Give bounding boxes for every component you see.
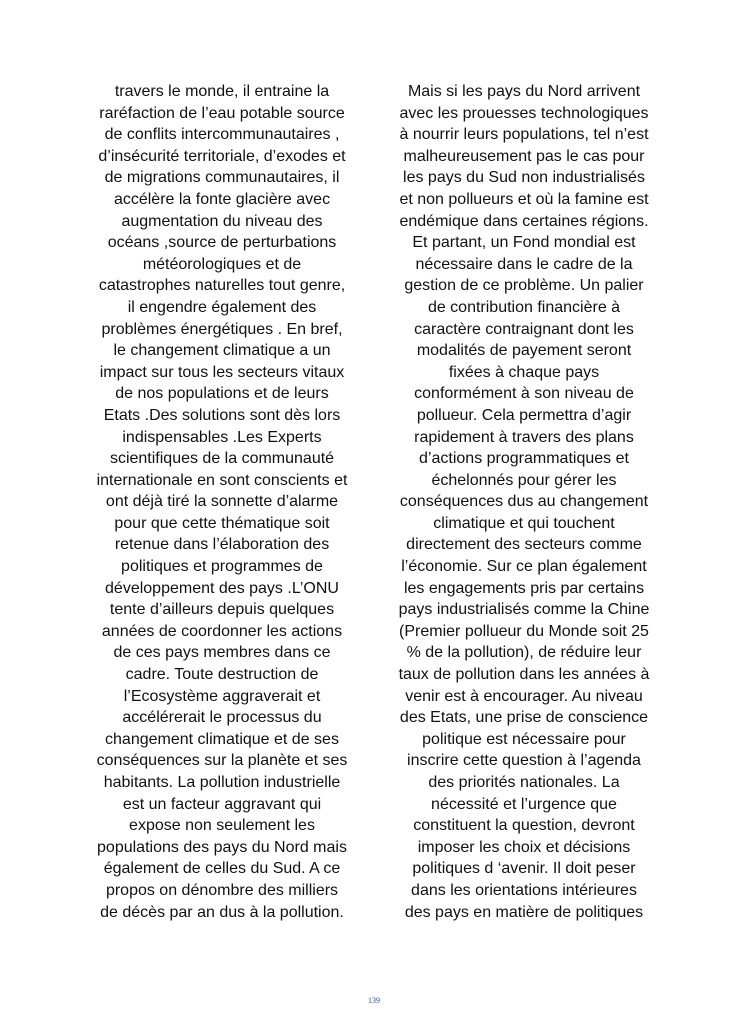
text-line: gestion de ce problème. Un palier <box>404 277 644 295</box>
text-line: imposer les choix et décisions <box>417 838 631 856</box>
text-line: les pays du Sud non industrialisés <box>403 169 645 187</box>
text-line: problèmes énergétiques . En bref, <box>101 320 343 338</box>
text-line: Et partant, un Fond mondial est <box>412 234 636 252</box>
text-line: d’insécurité territoriale, d’exodes et <box>98 147 346 165</box>
text-line: accélérerait le processus du <box>122 709 322 727</box>
text-line: développement des pays .L’ONU <box>105 579 339 597</box>
text-line: des priorités nationales. La <box>428 774 620 791</box>
text-line: impact sur tous les secteurs vitaux <box>99 363 345 381</box>
text-line: endémique dans certaines régions. <box>399 212 649 230</box>
text-line: avec les prouesses technologiques <box>399 104 649 122</box>
text-line: catastrophes naturelles tout genre, <box>98 277 346 295</box>
text-line: l’Ecosystème aggraverait et <box>123 687 321 705</box>
text-line: à nourrir leurs populations, tel n’est <box>399 126 649 144</box>
text-line: propos on dénombre des milliers <box>105 881 339 899</box>
left-column <box>72 81 372 923</box>
text-line: politiques et programmes de <box>121 558 323 576</box>
text-line: conséquences sur la planète et ses <box>96 752 348 770</box>
text-line: tente d’ailleurs depuis quelques <box>109 601 335 619</box>
text-line: cadre. Toute destruction de <box>125 666 319 684</box>
text-line: augmentation du niveau des <box>121 212 323 230</box>
text-line: ont déjà tiré la sonnette d’alarme <box>105 493 339 511</box>
text-line: venir est à encourager. Au niveau <box>405 687 643 705</box>
text-line: politiques d ‘avenir. Il doit peser <box>412 860 636 878</box>
text-line: internationale en sont conscients et <box>96 471 348 489</box>
text-line: rapidement à travers des plans <box>414 428 634 446</box>
text-line: Etats .Des solutions sont dès lors <box>103 406 341 424</box>
text-line: constituent la question, devront <box>413 817 635 835</box>
text-line: directement des secteurs comme <box>406 536 642 554</box>
text-line: nécessaire dans le cadre de la <box>415 255 633 273</box>
text-line: de conflits intercommunautaires , <box>104 126 340 144</box>
text-line: fixées à chaque pays <box>448 363 600 381</box>
text-line: accélère la fonte glacière avec <box>113 190 331 208</box>
text-line: le changement climatique a un <box>113 342 331 360</box>
text-line: indispensables .Les Experts <box>122 428 322 446</box>
text-line: climatique et qui touchent <box>433 514 615 532</box>
text-line: océans ,source de perturbations <box>107 234 337 252</box>
text-line: également de celles du Sud. A ce <box>103 860 341 878</box>
text-line: malheureusement pas le cas pour <box>403 147 645 165</box>
text-line: de contribution financière à <box>427 298 621 316</box>
text-line: politique est nécessaire pour <box>422 730 626 748</box>
page-number: 139 <box>368 996 380 1005</box>
text-line: années de coordonner les actions <box>101 622 343 640</box>
text-line: raréfaction de l’eau potable source <box>99 104 345 122</box>
text-line: changement climatique et de ses <box>105 730 339 748</box>
text-line: Mais si les pays du Nord arrivent <box>407 83 641 100</box>
text-line: % de la pollution), de réduire leur <box>406 644 642 662</box>
text-line: d’actions programmatiques et <box>419 450 629 468</box>
text-line: pays industrialisés comme la Chine <box>398 601 650 619</box>
text-line: travers le monde, il entraine la <box>114 83 330 100</box>
text-line: l’économie. Sur ce plan également <box>401 558 647 576</box>
text-line: modalités de payement seront <box>416 342 632 360</box>
text-line: des Etats, une prise de conscience <box>399 709 649 727</box>
text-line: populations des pays du Nord mais <box>97 838 347 856</box>
text-line: les engagements pris par certains <box>403 579 645 597</box>
text-line: inscrire cette question à l’agenda <box>407 752 641 770</box>
text-line: et non pollueurs et où la famine est <box>399 190 649 208</box>
text-line: nécessité et l’urgence que <box>431 795 617 813</box>
text-line: retenue dans l’élaboration des <box>114 536 330 554</box>
text-line: météorologiques et de <box>142 255 302 273</box>
text-line: conformément à son niveau de <box>414 385 634 403</box>
text-line: pollueur. Cela permettra d’agir <box>416 406 632 424</box>
text-line: (Premier pollueur du Monde soit 25 <box>399 622 649 640</box>
text-line: scientifiques de la communauté <box>109 450 335 468</box>
text-line: expose non seulement les <box>129 817 315 835</box>
text-line: conséquences dus au changement <box>399 493 649 511</box>
text-line: des pays en matière de politiques <box>404 903 644 921</box>
text-line: habitants. La pollution industrielle <box>103 774 341 791</box>
text-line: est un facteur aggravant qui <box>122 795 322 813</box>
text-line: de ces pays membres dans ce <box>113 644 331 662</box>
text-line: caractère contraignant dont les <box>414 320 634 338</box>
text-line: pour que cette thématique soit <box>114 514 330 532</box>
text-line: de décès par an dus à la pollution. <box>100 903 344 921</box>
text-line: de migrations communautaires, il <box>104 169 340 187</box>
text-line: taux de pollution dans les années à <box>398 666 650 684</box>
text-line: dans les orientations intérieures <box>411 881 637 899</box>
text-line: il engendre également des <box>127 298 317 316</box>
text-line: de nos populations et de leurs <box>115 385 329 403</box>
text-line: échelonnés pour gérer les <box>431 471 617 489</box>
right-column <box>374 81 674 923</box>
